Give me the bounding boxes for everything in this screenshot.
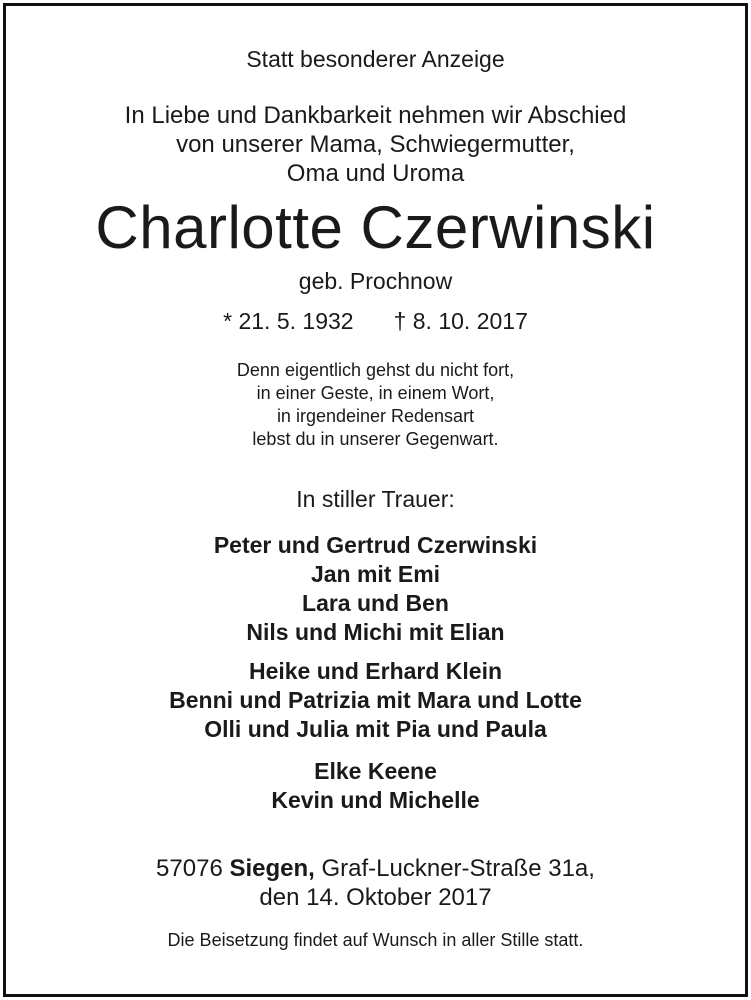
- poem-line-1: Denn eigentlich gehst du nicht fort,: [236, 360, 515, 380]
- life-dates: [0, 308, 751, 335]
- mourner-name: Peter und Gertrud Czerwinski: [213, 532, 538, 558]
- street: Graf-Luckner-Straße 31a,: [321, 855, 595, 882]
- mourner-name: Nils und Michi mit Elian: [246, 619, 505, 645]
- mourner-name: Olli und Julia mit Pia und Paula: [204, 716, 547, 742]
- intro-line-2: von unserer Mama, Schwiegermutter,: [176, 131, 575, 158]
- address-line: [0, 855, 751, 883]
- city: Siegen,: [229, 855, 315, 882]
- mourner-name: Heike und Erhard Klein: [248, 658, 503, 684]
- birth-name: geb. Prochnow: [298, 268, 453, 294]
- date-line: den 14. Oktober 2017: [259, 884, 492, 911]
- mourner-name: Lara und Ben: [302, 590, 449, 616]
- mourner-name: Elke Keene: [314, 758, 437, 784]
- intro-line-3: Oma und Uroma: [286, 160, 465, 187]
- mourning-label: In stiller Trauer:: [296, 486, 455, 512]
- poem-line-4: lebst du in unserer Gegenwart.: [252, 429, 499, 449]
- mourner-name: Jan mit Emi: [310, 561, 441, 587]
- intro-line-1: In Liebe und Dankbarkeit nehmen wir Abschied: [124, 102, 627, 129]
- poem-line-2: in einer Geste, in einem Wort,: [256, 383, 495, 403]
- funeral-note: Die Beisetzung findet auf Wunsch in aller Stille statt.: [167, 930, 584, 950]
- death-date: † 8. 10. 2017: [393, 308, 528, 334]
- birth-date: * 21. 5. 1932: [223, 308, 354, 334]
- mourner-name: Kevin und Michelle: [271, 787, 480, 813]
- postal-code: 57076: [156, 855, 223, 882]
- mourner-name: Benni und Patrizia mit Mara und Lotte: [169, 687, 582, 713]
- notice-heading: Statt besonderer Anzeige: [246, 46, 505, 72]
- deceased-name: Charlotte Czerwinski: [95, 194, 656, 261]
- poem-line-3: in irgendeiner Redensart: [276, 406, 475, 426]
